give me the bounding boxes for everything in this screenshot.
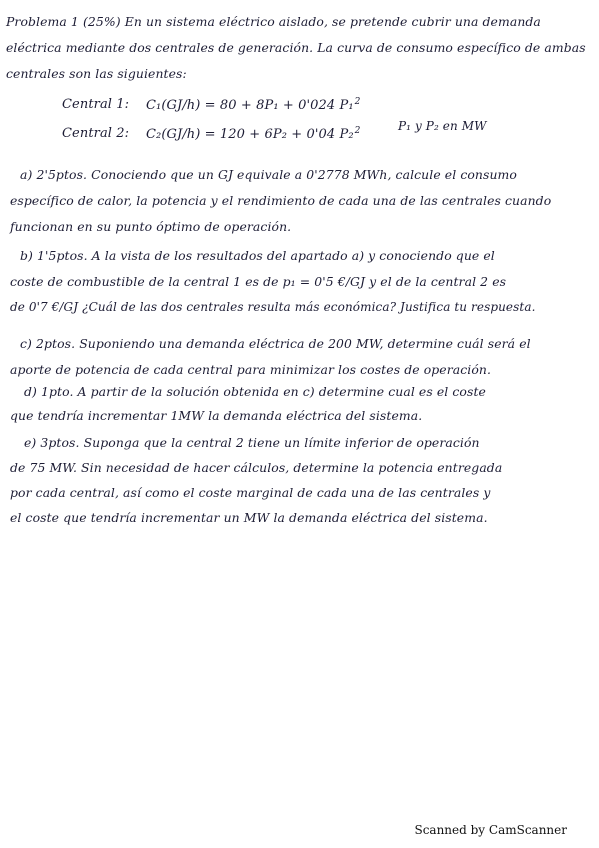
part-e-line-3: por cada central, así como el coste marginal de cada una de las centrales y xyxy=(10,485,491,500)
part-b-line-3: de 0'7 €/GJ ¿Cuál de las dos centrales resulta más económica? Justifica tu respuesta. xyxy=(10,300,536,314)
part-e-line-1: e) 3ptos. Suponga que la central 2 tiene un límite inferior de operación xyxy=(24,435,480,450)
part-a-line-1: a) 2'5ptos. Conociendo que un GJ equivale a 0'2778 MWh, calcule el consumo xyxy=(20,167,517,182)
equation-central-2-label: Central 2: xyxy=(62,126,130,141)
equation-central-2-formula: C₂(GJ/h) = 120 + 6P₂ + 0'04 P₂ xyxy=(146,127,354,142)
part-e-line-2: de 75 MW. Sin necesidad de hacer cálculos, determine la potencia entregada xyxy=(10,460,503,475)
part-c-line-2: aporte de potencia de cada central para minimizar los costes de operación. xyxy=(10,362,492,377)
part-a-line-3: funcionan en su punto óptimo de operación. xyxy=(10,219,292,234)
equation-central-2-exponent: 2 xyxy=(354,126,361,136)
part-d-line-1: d) 1pto. A partir de la solución obtenida en c) determine cual es el coste xyxy=(24,384,486,399)
problem-intro-line-3: centrales son las siguientes: xyxy=(6,66,187,81)
part-a-line-2: específico de calor, la potencia y el rendimiento de cada una de las centrales cuando xyxy=(10,193,552,208)
equation-central-1-label: Central 1: xyxy=(62,97,130,112)
units-note: P₁ y P₂ en MW xyxy=(398,119,487,133)
equation-central-1-exponent: 2 xyxy=(354,97,361,107)
part-c-line-1: c) 2ptos. Suponiendo una demanda eléctrica de 200 MW, determine cuál será el xyxy=(20,336,531,351)
camscanner-watermark: Scanned by CamScanner xyxy=(414,823,567,837)
equation-central-2 xyxy=(146,126,360,142)
part-d-line-2: que tendría incrementar 1MW la demanda eléctrica del sistema. xyxy=(10,408,423,423)
equation-central-1-formula: C₁(GJ/h) = 80 + 8P₁ + 0'024 P₁ xyxy=(146,98,354,113)
problem-intro-line-1: Problema 1 (25%) En un sistema eléctrico aislado, se pretende cubrir una demanda xyxy=(6,14,541,29)
part-b-line-2: coste de combustible de la central 1 es de p₁ = 0'5 €/GJ y el de la central 2 es xyxy=(10,274,507,289)
equation-central-1 xyxy=(146,97,360,113)
problem-intro-line-2: eléctrica mediante dos centrales de generación. La curva de consumo específico de ambas xyxy=(6,40,586,55)
part-e-line-4: el coste que tendría incrementar un MW la demanda eléctrica del sistema. xyxy=(10,510,488,525)
part-b-line-1: b) 1'5ptos. A la vista de los resultados del apartado a) y conociendo que el xyxy=(20,248,495,263)
